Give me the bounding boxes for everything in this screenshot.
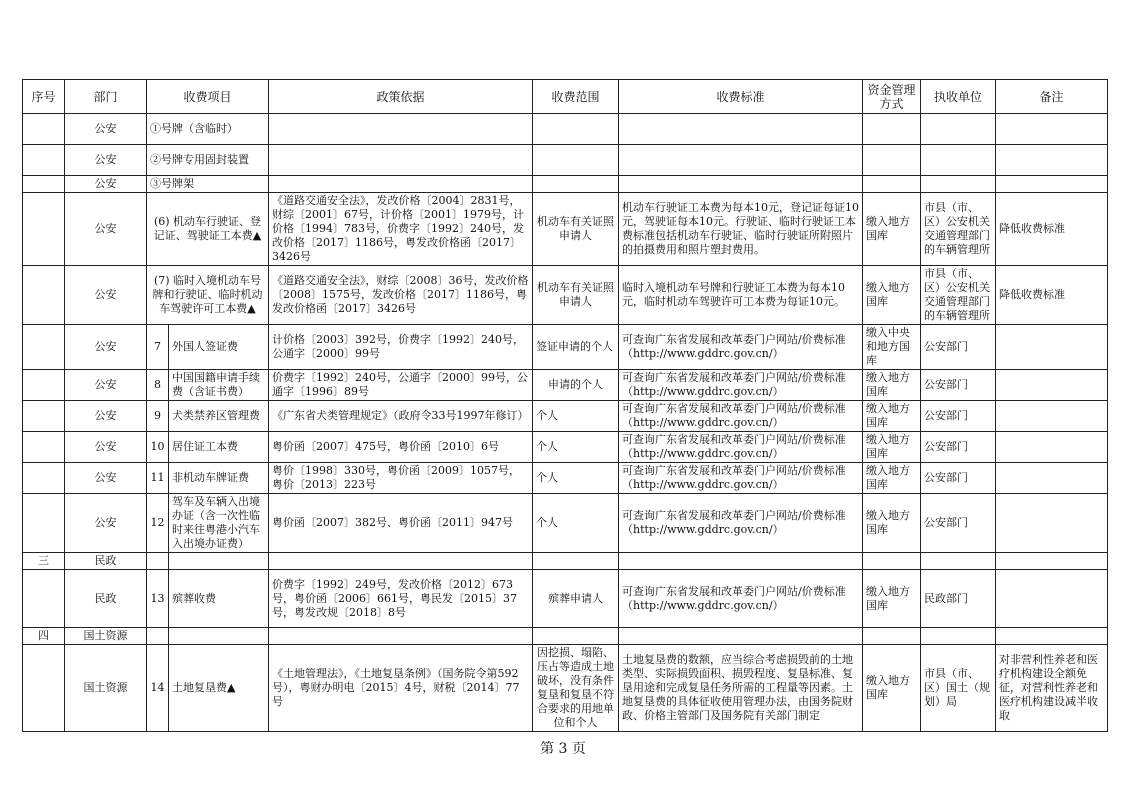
header-cell-scope: 收费范围 xyxy=(533,80,619,114)
cell-standard: 可查询广东省发展和改革委门户网站/价费标准（http://www.gddrc.gov.cn/） xyxy=(619,570,863,628)
cell-note xyxy=(996,494,1108,553)
cell-fund: 缴入地方国库 xyxy=(863,645,921,732)
cell-unit: 市县（市、区）国土（规划）局 xyxy=(921,645,996,732)
cell-scope: 个人 xyxy=(533,401,619,432)
cell-scope xyxy=(533,176,619,193)
cell-blank xyxy=(23,463,65,494)
cell-standard: 机动车行驶证工本费为每本10元，登记证每证10元，驾驶证每本10元。行驶证、临时行驶证工本费标准包括机动车行驶证、临时行驶证所附照片的拍摄费用和照片塑封费用。 xyxy=(619,193,863,266)
cell-item: ②号牌专用固封装置 xyxy=(147,145,269,176)
cell-fund: 缴入地方国库 xyxy=(863,401,921,432)
cell-fund: 缴入中央和地方国库 xyxy=(863,325,921,370)
cell-dept: 公安 xyxy=(65,432,147,463)
cell-scope xyxy=(533,145,619,176)
cell-unit: 公安部门 xyxy=(921,370,996,401)
section-number: 四 xyxy=(23,628,65,645)
cell-scope: 因挖损、塌陷、压占等造成土地破坏，没有条件复垦和复垦不符合要求的用地单位和个人 xyxy=(533,645,619,732)
cell-basis: 粤价函〔2007〕475号，粤价函〔2010〕6号 xyxy=(269,432,533,463)
table-row xyxy=(23,325,1108,370)
table-row xyxy=(23,570,1108,628)
cell-standard: 可查询广东省发展和改革委门户网站/价费标准（http://www.gddrc.gov.cn/） xyxy=(619,370,863,401)
table-row xyxy=(23,145,1108,176)
cell-unit: 民政部门 xyxy=(921,570,996,628)
header-cell-unit: 执收单位 xyxy=(921,80,996,114)
cell-unit: 公安部门 xyxy=(921,325,996,370)
cell-standard: 土地复垦费的数额，应当综合考虑损毁前的土地类型、实际损毁面积、损毁程度、复垦标准、复垦用途和完成复垦任务所需的工程量等因素。土地复垦费的具体征收使用管理办法，由国务院财政、价格主管部门及国务院有关部门制定 xyxy=(619,645,863,732)
cell-item: 外国人签证费 xyxy=(169,325,269,370)
cell-unit: 公安部门 xyxy=(921,494,996,553)
cell-no: 14 xyxy=(147,645,169,732)
cell-item: 中国国籍申请手续费（含证书费） xyxy=(169,370,269,401)
cell-standard: 可查询广东省发展和改革委门户网站/价费标准（http://www.gddrc.gov.cn/） xyxy=(619,463,863,494)
cell-dept: 公安 xyxy=(65,494,147,553)
cell-fund: 缴入地方国库 xyxy=(863,494,921,553)
cell-note xyxy=(996,432,1108,463)
cell-scope: 个人 xyxy=(533,494,619,553)
section-row xyxy=(23,553,1108,570)
cell-note xyxy=(996,176,1108,193)
cell-blank xyxy=(23,432,65,463)
cell-standard xyxy=(619,176,863,193)
cell-scope: 殡葬申请人 xyxy=(533,570,619,628)
cell-item: ①号牌（含临时） xyxy=(147,114,269,145)
cell-basis xyxy=(269,114,533,145)
cell-scope: 申请的个人 xyxy=(533,370,619,401)
cell-no xyxy=(23,266,65,325)
cell-fund xyxy=(863,114,921,145)
cell-item: 非机动车牌证费 xyxy=(169,463,269,494)
table-row xyxy=(23,432,1108,463)
table-row xyxy=(23,370,1108,401)
cell-item: (7) 临时入境机动车号牌和行驶证、临时机动车驾驶许可工本费▲ xyxy=(147,266,269,325)
cell-blank xyxy=(23,325,65,370)
cell-basis xyxy=(269,176,533,193)
cell-scope: 个人 xyxy=(533,463,619,494)
table-row xyxy=(23,463,1108,494)
cell-note xyxy=(996,401,1108,432)
cell-item: ③号牌架 xyxy=(147,176,269,193)
header-cell-no: 序号 xyxy=(23,80,65,114)
cell-item: 犬类禁养区管理费 xyxy=(169,401,269,432)
header-cell-item: 收费项目 xyxy=(147,80,269,114)
cell-note: 降低收费标准 xyxy=(996,193,1108,266)
cell-item: (6) 机动车行驶证、登记证、驾驶证工本费▲ xyxy=(147,193,269,266)
cell-no xyxy=(23,176,65,193)
section-title: 民政 xyxy=(65,553,147,570)
cell-no xyxy=(23,145,65,176)
cell-scope xyxy=(533,114,619,145)
cell-basis: 《广东省犬类管理规定》（政府令33号1997年修订） xyxy=(269,401,533,432)
cell-basis: 价费字〔1992〕249号，发改价格〔2012〕673号，粤价函〔2006〕661号，粤民发〔2015〕37号，粤发改规〔2018〕8号 xyxy=(269,570,533,628)
cell-blank xyxy=(23,570,65,628)
cell-unit xyxy=(921,145,996,176)
header-cell-fund: 资金管理方式 xyxy=(863,80,921,114)
header-cell-note: 备注 xyxy=(996,80,1108,114)
cell-dept: 国土资源 xyxy=(65,645,147,732)
cell-no: 8 xyxy=(147,370,169,401)
cell-note xyxy=(996,463,1108,494)
cell-basis: 《道路交通安全法》，财综〔2008〕36号，发改价格〔2008〕1575号，发改价格〔2017〕1186号，粤发改价格函〔2017〕3426号 xyxy=(269,266,533,325)
header-cell-basis: 政策依据 xyxy=(269,80,533,114)
table-row xyxy=(23,401,1108,432)
cell-no: 13 xyxy=(147,570,169,628)
cell-item: 土地复垦费▲ xyxy=(169,645,269,732)
cell-standard: 可查询广东省发展和改革委门户网站/价费标准（http://www.gddrc.gov.cn/） xyxy=(619,432,863,463)
cell-unit xyxy=(921,114,996,145)
cell-no: 10 xyxy=(147,432,169,463)
header-row xyxy=(23,80,1108,114)
cell-unit: 公安部门 xyxy=(921,401,996,432)
cell-standard: 可查询广东省发展和改革委门户网站/价费标准（http://www.gddrc.gov.cn/） xyxy=(619,401,863,432)
cell-basis: 计价格〔2003〕392号，价费字〔1992〕240号，公通字〔2000〕99号 xyxy=(269,325,533,370)
table-row xyxy=(23,176,1108,193)
cell-dept: 公安 xyxy=(65,370,147,401)
cell-unit: 公安部门 xyxy=(921,432,996,463)
cell-blank xyxy=(23,401,65,432)
cell-dept: 公安 xyxy=(65,176,147,193)
cell-no xyxy=(23,193,65,266)
cell-dept: 公安 xyxy=(65,266,147,325)
cell-blank xyxy=(23,370,65,401)
cell-fund: 缴入地方国库 xyxy=(863,432,921,463)
cell-fund: 缴入地方国库 xyxy=(863,463,921,494)
cell-unit xyxy=(921,176,996,193)
cell-basis: 粤价函〔2007〕382号、粤价函〔2011〕947号 xyxy=(269,494,533,553)
cell-basis: 《土地管理法》，《土地复垦条例》（国务院令第592号），粤财办明电〔2015〕4号，财税〔2014〕77号 xyxy=(269,645,533,732)
section-row xyxy=(23,628,1108,645)
cell-dept: 公安 xyxy=(65,463,147,494)
cell-item: 殡葬收费 xyxy=(169,570,269,628)
cell-fund: 缴入地方国库 xyxy=(863,370,921,401)
cell-basis: 《道路交通安全法》，发改价格〔2004〕2831号，财综〔2001〕67号，计价格〔2001〕1979号，计价格〔1994〕783号，价费字〔1992〕240号，发改价格〔2017〕1186号，粤发改价格函〔2017〕3426号 xyxy=(269,193,533,266)
section-number: 三 xyxy=(23,553,65,570)
table-row xyxy=(23,645,1108,732)
cell-item: 居住证工本费 xyxy=(169,432,269,463)
cell-note xyxy=(996,325,1108,370)
cell-standard: 可查询广东省发展和改革委门户网站/价费标准（http://www.gddrc.gov.cn/） xyxy=(619,325,863,370)
cell-dept: 公安 xyxy=(65,325,147,370)
cell-note xyxy=(996,370,1108,401)
cell-dept: 公安 xyxy=(65,114,147,145)
cell-unit: 公安部门 xyxy=(921,463,996,494)
cell-fund: 缴入地方国库 xyxy=(863,193,921,266)
cell-no: 9 xyxy=(147,401,169,432)
cell-fund: 缴入地方国库 xyxy=(863,266,921,325)
cell-no: 11 xyxy=(147,463,169,494)
cell-standard xyxy=(619,114,863,145)
cell-basis xyxy=(269,145,533,176)
table-row xyxy=(23,266,1108,325)
fee-table xyxy=(22,79,1108,732)
cell-scope: 机动车有关证照申请人 xyxy=(533,193,619,266)
cell-fund xyxy=(863,176,921,193)
table-row xyxy=(23,494,1108,553)
cell-dept: 公安 xyxy=(65,401,147,432)
cell-unit: 市县（市、区）公安机关交通管理部门的车辆管理所 xyxy=(921,266,996,325)
cell-note: 对非营利性养老和医疗机构建设全额免征，对营利性养老和医疗机构建设减半收取 xyxy=(996,645,1108,732)
cell-note xyxy=(996,114,1108,145)
cell-dept: 民政 xyxy=(65,570,147,628)
cell-dept: 公安 xyxy=(65,145,147,176)
table-row xyxy=(23,114,1108,145)
cell-dept: 公安 xyxy=(65,193,147,266)
header-cell-dept: 部门 xyxy=(65,80,147,114)
cell-fund xyxy=(863,145,921,176)
section-title: 国土资源 xyxy=(65,628,147,645)
cell-blank xyxy=(23,645,65,732)
cell-unit: 市县（市、区）公安机关交通管理部门的车辆管理所 xyxy=(921,193,996,266)
cell-scope: 个人 xyxy=(533,432,619,463)
cell-basis: 价费字〔1992〕240号，公通字〔2000〕99号，公通字〔1996〕89号 xyxy=(269,370,533,401)
cell-blank xyxy=(23,494,65,553)
cell-note xyxy=(996,145,1108,176)
cell-note xyxy=(996,570,1108,628)
page-number: 第 3 页 xyxy=(540,741,586,757)
cell-scope: 签证申请的个人 xyxy=(533,325,619,370)
cell-item: 驾车及车辆入出境办证（含一次性临时来往粤港小汽车入出境办证费） xyxy=(169,494,269,553)
header-cell-standard: 收费标准 xyxy=(619,80,863,114)
cell-scope: 机动车有关证照申请人 xyxy=(533,266,619,325)
cell-fund: 缴入地方国库 xyxy=(863,570,921,628)
cell-standard xyxy=(619,145,863,176)
cell-basis: 粤价〔1998〕330号，粤价函〔2009〕1057号，粤价〔2013〕223号 xyxy=(269,463,533,494)
cell-standard: 可查询广东省发展和改革委门户网站/价费标准（http://www.gddrc.gov.cn/） xyxy=(619,494,863,553)
cell-no xyxy=(23,114,65,145)
cell-no: 12 xyxy=(147,494,169,553)
table-row xyxy=(23,193,1108,266)
cell-standard: 临时入境机动车号牌和行驶证工本费为每本10元，临时机动车驾驶许可工本费为每证10元。 xyxy=(619,266,863,325)
cell-no: 7 xyxy=(147,325,169,370)
cell-note: 降低收费标准 xyxy=(996,266,1108,325)
